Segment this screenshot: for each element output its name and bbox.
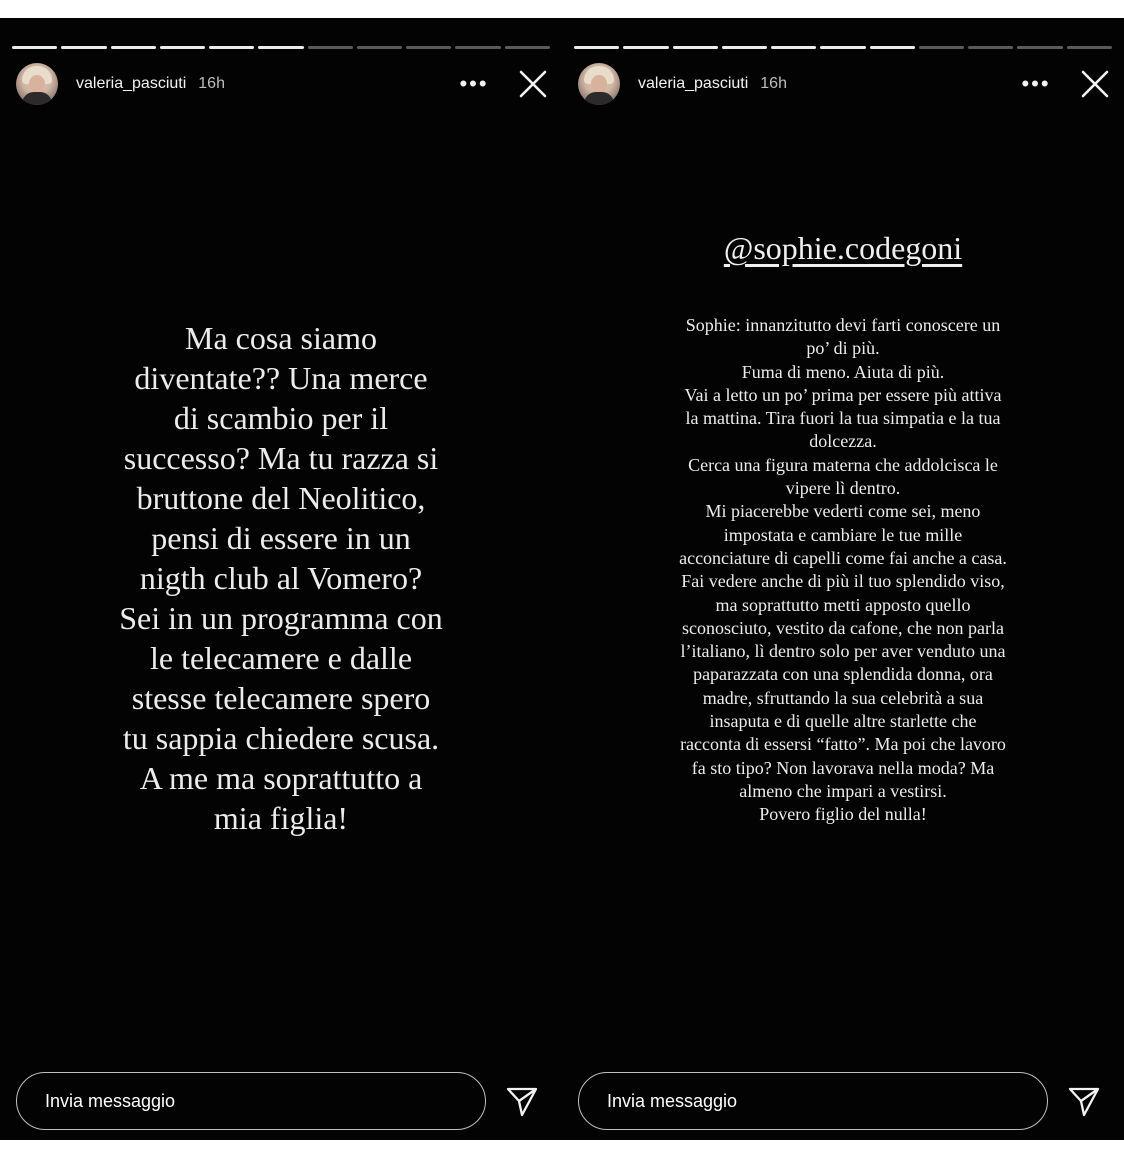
progress-segment <box>61 46 106 49</box>
progress-segment <box>1067 46 1112 49</box>
mention-link[interactable]: @sophie.codegoni <box>723 230 963 266</box>
more-options-button[interactable] <box>1016 71 1056 96</box>
story-progress-bar <box>574 46 1112 49</box>
story-header <box>578 62 1112 106</box>
message-placeholder: Invia messaggio <box>607 1090 738 1111</box>
story-footer <box>16 1070 546 1132</box>
progress-segment <box>820 46 865 49</box>
progress-segment <box>919 46 964 49</box>
progress-segment <box>406 46 451 49</box>
story-text: Ma cosa siamo diventate?? Una merce di scambio per il successo? Ma tu razza si bruttone del Neolitico, pensi di essere in un nigth club al Vomero? Sei in un programma con le telecamere e dalle stesse telecamere spero tu sappia chiedere scusa. A me ma soprattutto a mia figlia! <box>119 320 443 836</box>
more-options-button[interactable] <box>454 71 494 96</box>
progress-segment <box>505 46 550 49</box>
story-footer <box>578 1070 1108 1132</box>
progress-segment <box>160 46 205 49</box>
close-icon[interactable] <box>518 69 548 99</box>
progress-segment <box>771 46 816 49</box>
progress-segment <box>673 46 718 49</box>
username[interactable]: valeria_pasciuti <box>638 75 749 92</box>
progress-segment <box>968 46 1013 49</box>
progress-segment <box>1017 46 1062 49</box>
progress-segment <box>870 46 915 49</box>
progress-segment <box>209 46 254 49</box>
avatar[interactable] <box>578 63 620 105</box>
avatar[interactable] <box>16 63 58 105</box>
timestamp: 16h <box>198 75 225 92</box>
story-panel-left[interactable] <box>0 18 562 1140</box>
username[interactable]: valeria_pasciuti <box>76 75 187 92</box>
more-icon: ••• <box>459 71 489 96</box>
timestamp: 16h <box>760 75 787 92</box>
message-input[interactable] <box>16 1072 486 1130</box>
message-input[interactable] <box>578 1072 1048 1130</box>
story-text: Sophie: innanzitutto devi farti conoscere un po’ di più. Fuma di meno. Aiuta di più. Vai a letto un po’ prima per essere più attiva la mattina. Tira fuori la tua simpatia e la tua dolcezza. Cerca una figura materna che addolcisca le vipere lì dentro. Mi piacerebbe vederti come sei, meno impostata e cambiare le tue mille acconciature di capelli come fai anche a casa. Fai vedere anche di più il tuo splendido viso, ma soprattutto metti apposto quello sconosciuto, vestito da cafone, che non parla l’italiano, lì dentro solo per aver venduto una paparazzata con una splendida donna, ora madre, sfruttando la sua celebrità a sua insaputa e di quelle altre starlette che racconta di essersi “fatto”. Ma poi che lavoro fa sto tipo? Non lavorava nella moda? Ma almeno che impari a vestirsi. Povero figlio del nulla! <box>679 315 1007 825</box>
progress-segment <box>722 46 767 49</box>
more-icon: ••• <box>1021 71 1051 96</box>
story-panel-right[interactable] <box>562 18 1124 1140</box>
close-icon[interactable] <box>1080 69 1110 99</box>
progress-segment <box>357 46 402 49</box>
progress-segment <box>111 46 156 49</box>
send-icon[interactable] <box>1066 1083 1102 1119</box>
progress-segment <box>258 46 303 49</box>
progress-segment <box>623 46 668 49</box>
message-placeholder: Invia messaggio <box>45 1090 176 1111</box>
progress-segment <box>455 46 500 49</box>
progress-segment <box>574 46 619 49</box>
progress-segment <box>12 46 57 49</box>
send-icon[interactable] <box>504 1083 540 1119</box>
story-header <box>16 62 550 106</box>
progress-segment <box>308 46 353 49</box>
story-progress-bar <box>12 46 550 49</box>
